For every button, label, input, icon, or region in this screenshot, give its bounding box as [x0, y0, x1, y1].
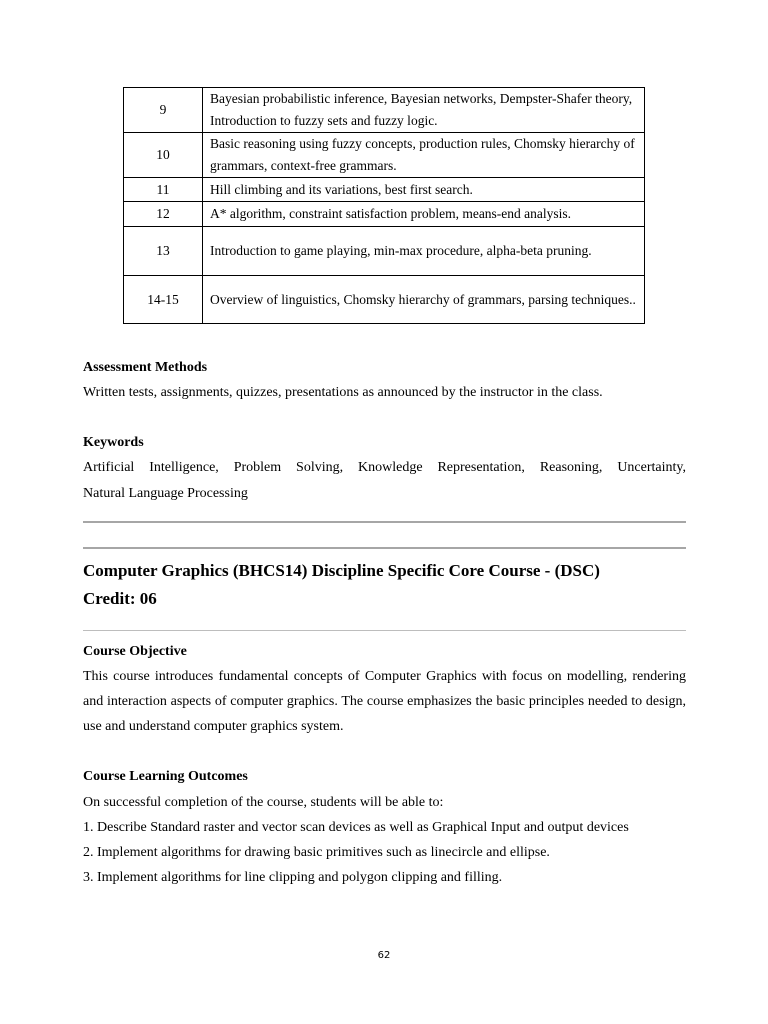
- title-divider: [83, 630, 686, 631]
- outcome-item: 2. Implement algorithms for drawing basic primitives such as linecircle and ellipse.: [83, 845, 550, 860]
- objective-heading: Course Objective: [83, 644, 187, 659]
- weekly-topics-table: [123, 87, 645, 324]
- assessment-heading: Assessment Methods: [83, 360, 208, 375]
- topic-cell: Bayesian probabilistic inference, Bayesian networks, Dempster-Shafer theory, Introduction to fuzzy sets and fuzzy logic.: [203, 88, 645, 133]
- week-cell: 11: [124, 178, 203, 202]
- topic-cell: Hill climbing and its variations, best first search.: [203, 178, 645, 202]
- outcome-item: 1. Describe Standard raster and vector scan devices as well as Graphical Input and output devices: [83, 820, 629, 835]
- table-row: [124, 178, 645, 202]
- table-row: [124, 202, 645, 227]
- page-number: 62: [377, 950, 391, 961]
- week-cell: 12: [124, 202, 203, 227]
- week-cell: 14-15: [124, 276, 203, 324]
- table-row: [124, 88, 645, 133]
- topic-cell: Overview of linguistics, Chomsky hierarchy of grammars, parsing techniques..: [203, 276, 645, 324]
- topic-cell: A* algorithm, constraint satisfaction problem, means-end analysis.: [203, 202, 645, 227]
- course-credit: Credit: 06: [83, 589, 157, 608]
- week-cell: 13: [124, 227, 203, 276]
- outcome-item: 3. Implement algorithms for line clipping and polygon clipping and filling.: [83, 870, 503, 885]
- table-row: [124, 133, 645, 178]
- outcomes-heading: Course Learning Outcomes: [83, 769, 248, 784]
- keywords-line-1: Artificial Intelligence, Problem Solving, Knowledge Representation, Reasoning, Uncertainty,: [83, 460, 686, 475]
- topic-cell: Basic reasoning using fuzzy concepts, production rules, Chomsky hierarchy of grammars, context-free grammars.: [203, 133, 645, 178]
- keywords-line-2: Natural Language Processing: [83, 486, 248, 501]
- table-row: [124, 276, 645, 324]
- week-cell: 9: [124, 88, 203, 133]
- outcomes-intro: On successful completion of the course, students will be able to:: [83, 795, 444, 810]
- section-divider: [83, 547, 686, 549]
- table-row: [124, 227, 645, 276]
- week-cell: 10: [124, 133, 203, 178]
- course-title: Computer Graphics (BHCS14) Discipline Specific Core Course - (DSC): [83, 561, 600, 580]
- topic-cell: Introduction to game playing, min-max procedure, alpha-beta pruning.: [203, 227, 645, 276]
- assessment-text: Written tests, assignments, quizzes, presentations as announced by the instructor in the class.: [83, 385, 603, 400]
- section-divider: [83, 521, 686, 523]
- objective-text: This course introduces fundamental concepts of Computer Graphics with focus on modelling, rendering and interaction aspects of computer graphics. The course emphasizes the basic principles needed to design, use and understand computer graphics system.: [83, 669, 686, 734]
- keywords-heading: Keywords: [83, 435, 144, 450]
